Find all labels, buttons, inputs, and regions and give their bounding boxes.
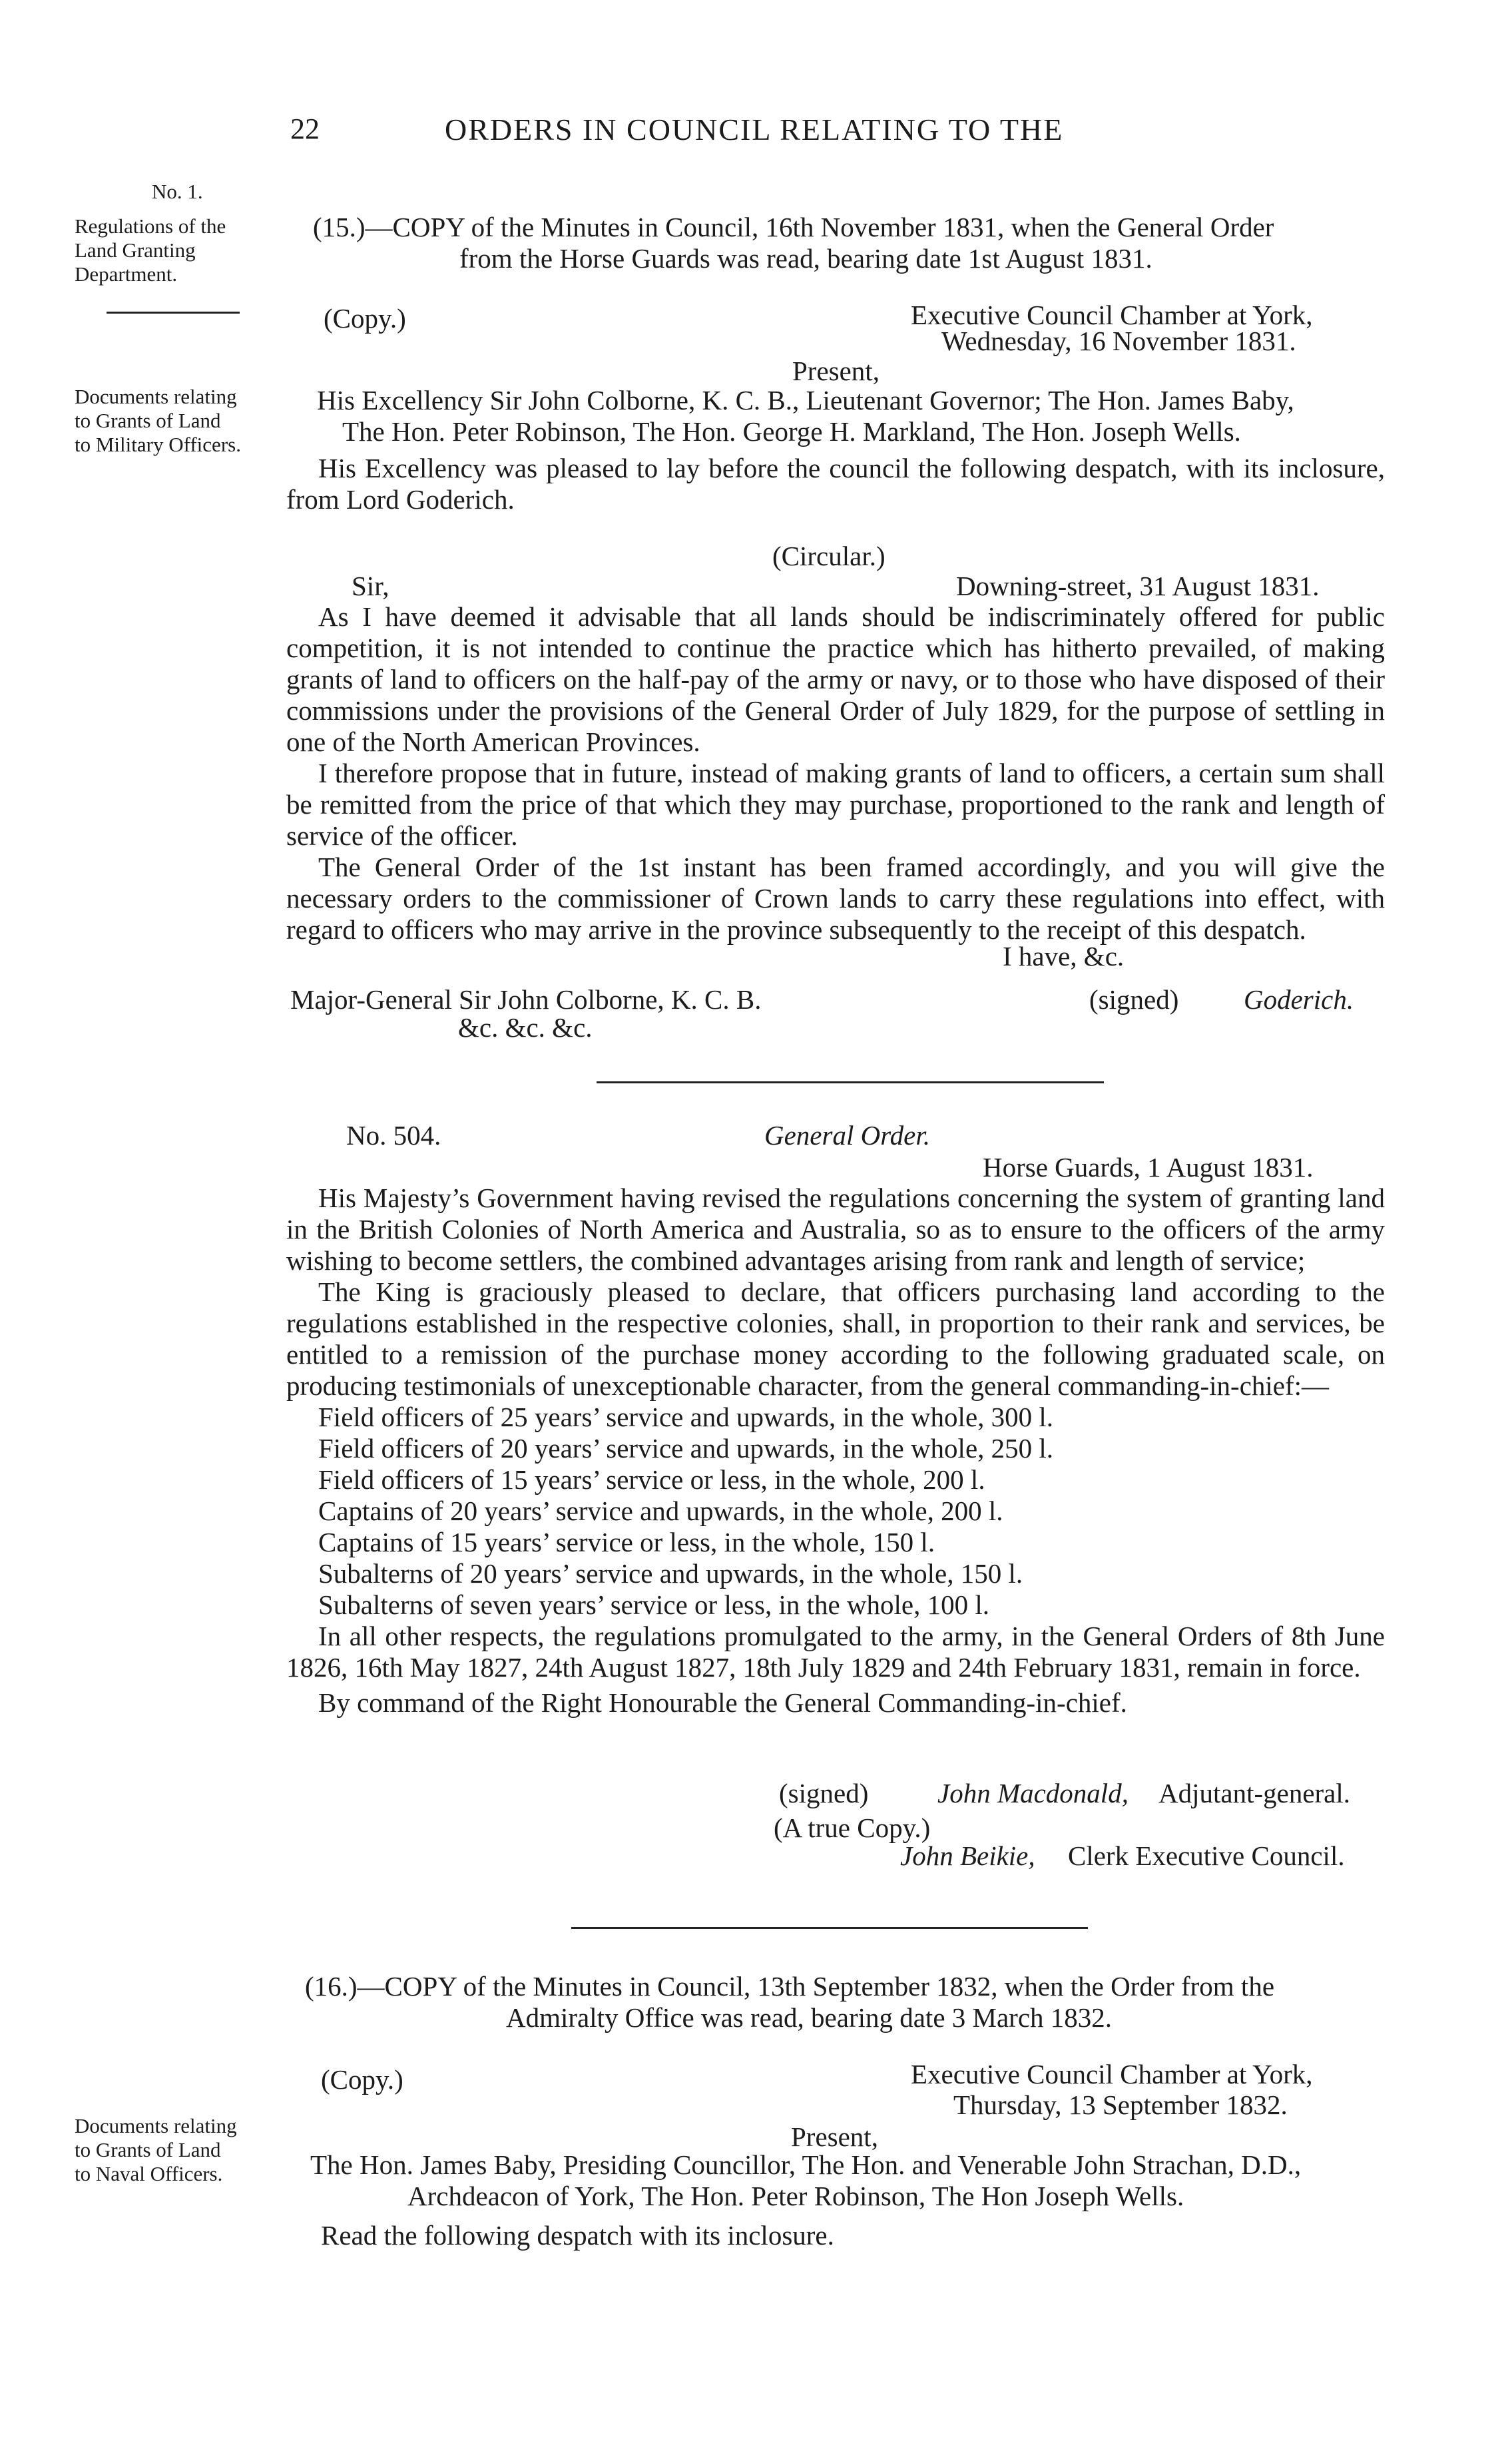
closing-line: Read the following despatch with its inclosure. (321, 2220, 834, 2251)
present-label: Present, (792, 356, 880, 386)
present-label: Present, (791, 2121, 878, 2152)
true-copy-label: (A true Copy.) (774, 1812, 931, 1843)
order-paragraph: The King is graciously pleased to declare, that officers purchasing land according to the regulations established in the respective colonies, shall, in proportion to their rank and services, be entitled to a remission of the purchase money according to the following graduated scale, on producing testimonials of unexceptionable character, from the general commanding-in-chief:— (286, 1276, 1385, 1401)
page-number: 22 (290, 113, 320, 145)
scale-line: Subalterns of seven years’ service or less, in the whole, 100 l. (318, 1589, 990, 1620)
signed-label: (signed) (779, 1778, 869, 1808)
clerk-name: John Beikie, (900, 1840, 1035, 1871)
margin-line: to Grants of Land (75, 2138, 221, 2161)
margin-line: Regulations of the (75, 214, 226, 238)
circular-label: (Circular.) (772, 541, 885, 571)
attendees-line: The Hon. James Baby, Presiding Councillor, The Hon. and Venerable John Strachan, D.D., (310, 2149, 1302, 2180)
clerk-title: Clerk Executive Council. (1068, 1840, 1345, 1871)
heading-line: from the Horse Guards was read, bearing date 1st August 1831. (459, 243, 1152, 274)
running-title: ORDERS IN COUNCIL RELATING TO THE (445, 113, 1064, 146)
scale-line: Field officers of 15 years’ service or less, in the whole, 200 l. (318, 1464, 985, 1495)
council-place: Executive Council Chamber at York, (911, 2059, 1313, 2089)
circular-body (286, 601, 1385, 946)
copy-label: (Copy.) (324, 303, 406, 334)
margin-line: Documents relating (75, 385, 237, 408)
margin-note-regulations (75, 214, 288, 286)
attendees-line: Archdeacon of York, The Hon. Peter Robinson, The Hon Joseph Wells. (407, 2181, 1184, 2211)
margin-line: to Military Officers. (75, 433, 241, 456)
order-command: By command of the Right Honourable the General Commanding-in-chief. (318, 1687, 1127, 1718)
remission-scale (286, 1402, 1385, 1621)
salutation: Sir, (352, 571, 389, 601)
order-dateline: Horse Guards, 1 August 1831. (983, 1152, 1314, 1183)
order-paragraph: In all other respects, the regulations promulgated to the army, in the General Orders of 8th June 1826, 16th May 1827, 24th August 1827, 18th July 1829 and 24th February 1831, remain in force. (286, 1621, 1385, 1683)
margin-divider (107, 312, 240, 314)
circular-paragraph: The General Order of the 1st instant has been framed accordingly, and you will give the necessary orders to the commissioner of Crown lands to carry these regulations into effect, with regard to officers who may arrive in the province subsequently to the receipt of this despatch. (286, 852, 1385, 945)
attendees-line: His Excellency Sir John Colborne, K. C. B., Lieutenant Governor; The Hon. James Baby, (317, 385, 1294, 415)
scale-line: Subalterns of 20 years’ service and upwards, in the whole, 150 l. (318, 1558, 1023, 1589)
intro-paragraph: His Excellency was pleased to lay before the council the following despatch, with its inclosure, from Lord Goderich. (286, 453, 1385, 515)
addressee-etc: &c. &c. &c. (458, 1012, 593, 1043)
signer-name: Goderich. (1244, 984, 1354, 1015)
margin-line: to Grants of Land (75, 409, 221, 432)
circular-paragraph: As I have deemed it advisable that all lands should be indiscriminately offered for public competition, it is not intended to continue the practice which has hitherto prevailed, of making grants of land to officers on the half-pay of the army or navy, or to those who have disposed of their commissions under the provisions of the General Order of July 1829, for the purpose of settling in one of the North American Provinces. (286, 601, 1385, 757)
section-divider (597, 1081, 1104, 1083)
section-divider (571, 1927, 1088, 1929)
copy-label: (Copy.) (321, 2064, 403, 2095)
attendees (317, 385, 1409, 447)
council-date: Thursday, 13 September 1832. (953, 2089, 1288, 2120)
addressee: Major-General Sir John Colborne, K. C. B. (290, 984, 762, 1015)
attendees-line: The Hon. Peter Robinson, The Hon. George H. Markland, The Hon. Joseph Wells. (342, 416, 1241, 447)
section-16-heading (305, 1971, 1410, 2034)
attendees (310, 2149, 1415, 2212)
circular-paragraph: I therefore propose that in future, instead of making grants of land to officers, a certain sum shall be remitted from the price of that which they may purchase, proportioned to the rank and length of service of the officer. (286, 758, 1385, 851)
margin-line: Land Granting (75, 238, 196, 262)
signed-label: (signed) (1089, 984, 1179, 1015)
closing: I have, &c. (1003, 941, 1125, 971)
adjutant-name: John Macdonald, (937, 1778, 1129, 1808)
order-title: General Order. (764, 1120, 931, 1151)
order-paragraph: His Majesty’s Government having revised the regulations concerning the system of granting land in the British Colonies of North America and Australia, so as to ensure to the officers of the army wishing to become settlers, the combined advantages arising from rank and length of service; (286, 1183, 1385, 1276)
margin-line: to Naval Officers. (75, 2162, 223, 2185)
adjutant-title: Adjutant-general. (1158, 1778, 1351, 1808)
margin-note-military (75, 385, 288, 457)
margin-line: Department. (75, 262, 178, 286)
order-body (286, 1183, 1385, 1719)
scale-line: Field officers of 25 years’ service and upwards, in the whole, 300 l. (318, 1402, 1054, 1432)
margin-line: Documents relating (75, 2114, 237, 2137)
margin-number-label: No. 1. (152, 180, 203, 203)
heading-line: Admiralty Office was read, bearing date 3 March 1832. (506, 2002, 1113, 2033)
scale-line: Field officers of 20 years’ service and upwards, in the whole, 250 l. (318, 1433, 1054, 1464)
council-date: Wednesday, 16 November 1831. (941, 326, 1296, 356)
scale-line: Captains of 20 years’ service and upwards, in the whole, 200 l. (318, 1496, 1003, 1526)
heading-line: (16.)—COPY of the Minutes in Council, 13th September 1832, when the Order from the (305, 1971, 1275, 2002)
circular-dateline: Downing-street, 31 August 1831. (956, 571, 1320, 601)
scale-line: Captains of 15 years’ service or less, in the whole, 150 l. (318, 1527, 935, 1557)
order-number: No. 504. (346, 1120, 441, 1151)
section-15-intro (286, 453, 1385, 515)
margin-note-naval (75, 2114, 288, 2186)
heading-line: (15.)—COPY of the Minutes in Council, 16th November 1831, when the General Order (313, 212, 1274, 242)
council-place: Executive Council Chamber at York, (911, 300, 1313, 330)
section-15-heading (313, 212, 1405, 274)
